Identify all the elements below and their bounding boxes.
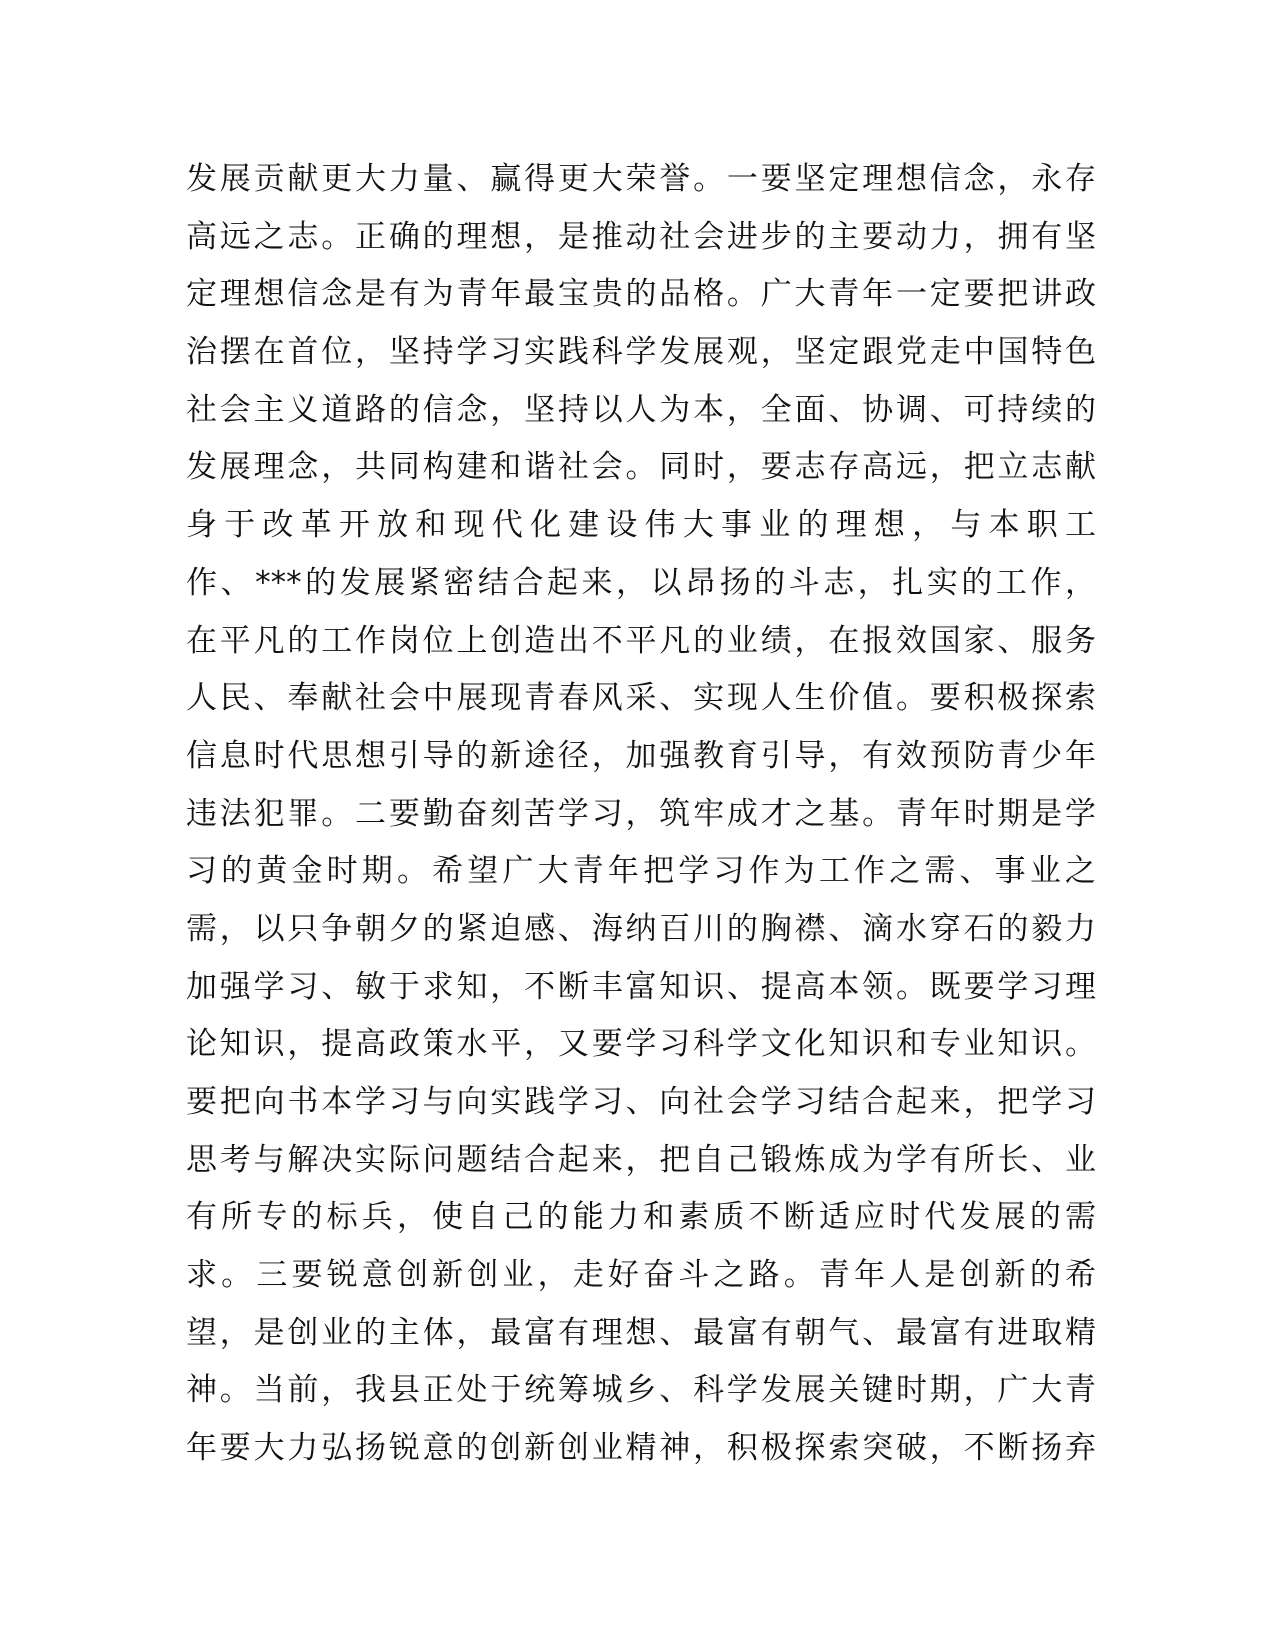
- text-line-8: 作、***的发展紧密结合起来，以昂扬的斗志，扎实的工作，: [186, 564, 1096, 601]
- text-line-23: 年要大力弘扬锐意的创新创业精神，积极探索突破，不断扬弃: [186, 1430, 1096, 1467]
- text-line-16: 论知识，提高政策水平，又要学习科学文化知识和专业知识。: [186, 1026, 1096, 1063]
- text-line-20: 求。三要锐意创新创业，走好奋斗之路。青年人是创新的希: [186, 1257, 1096, 1294]
- text-line-3: 定理想信念是有为青年最宝贵的品格。广大青年一定要把讲政: [186, 276, 1096, 313]
- text-line-7: 身于改革开放和现代化建设伟大事业的理想，与本职工: [186, 507, 1096, 544]
- text-line-2: 高远之志。正确的理想，是推动社会进步的主要动力，拥有坚: [186, 218, 1096, 255]
- text-line-4: 治摆在首位，坚持学习实践科学发展观，坚定跟党走中国特色: [186, 334, 1096, 371]
- text-line-15: 加强学习、敏于求知，不断丰富知识、提高本领。既要学习理: [186, 968, 1096, 1005]
- text-line-18: 思考与解决实际问题结合起来，把自己锻炼成为学有所长、业: [186, 1141, 1096, 1178]
- text-line-13: 习的黄金时期。希望广大青年把学习作为工作之需、事业之: [186, 853, 1096, 890]
- text-line-17: 要把向书本学习与向实践学习、向社会学习结合起来，把学习: [186, 1084, 1096, 1120]
- text-line-9: 在平凡的工作岗位上创造出不平凡的业绩，在报效国家、服务: [186, 622, 1096, 659]
- text-line-14: 需，以只争朝夕的紧迫感、海纳百川的胸襟、滴水穿石的毅力: [186, 910, 1096, 947]
- text-line-1: 发展贡献更大力量、赢得更大荣誉。一要坚定理想信念，永存: [186, 161, 1096, 197]
- text-line-19: 有所专的标兵，使自己的能力和素质不断适应时代发展的需: [186, 1199, 1096, 1236]
- body-text: [186, 151, 1096, 1478]
- text-line-21: 望，是创业的主体，最富有理想、最富有朝气、最富有进取精: [186, 1314, 1096, 1351]
- text-line-12: 违法犯罪。二要勤奋刻苦学习，筑牢成才之基。青年时期是学: [186, 795, 1096, 832]
- text-line-6: 发展理念，共同构建和谐社会。同时，要志存高远，把立志献: [186, 449, 1096, 486]
- text-line-11: 信息时代思想引导的新途径，加强教育引导，有效预防青少年: [186, 737, 1096, 774]
- text-line-5: 社会主义道路的信念，坚持以人为本，全面、协调、可持续的: [186, 391, 1096, 428]
- text-line-22: 神。当前，我县正处于统筹城乡、科学发展关键时期，广大青: [186, 1372, 1096, 1409]
- text-line-10: 人民、奉献社会中展现青春风采、实现人生价值。要积极探索: [186, 680, 1096, 717]
